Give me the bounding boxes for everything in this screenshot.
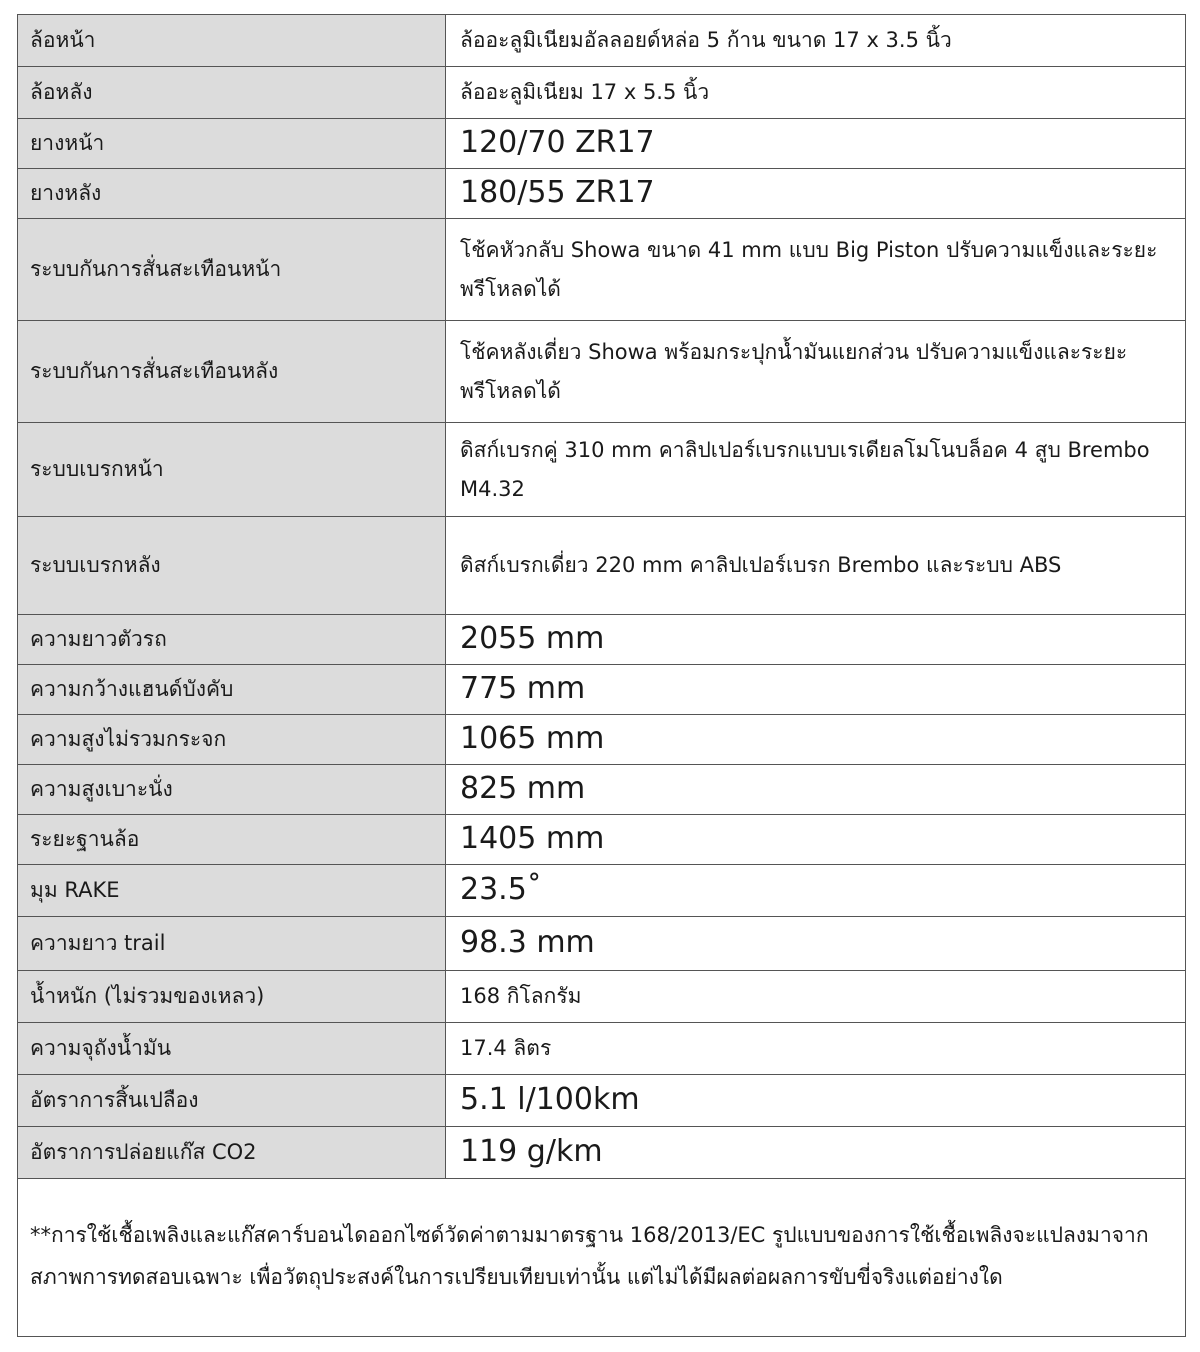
footnote-row bbox=[18, 1179, 1186, 1337]
spec-value: ดิสก์เบรกคู่ 310 mm คาลิปเปอร์เบรกแบบเรเดียลโมโนบล็อค 4 สูบ Brembo M4.32 bbox=[446, 423, 1186, 517]
spec-label: ระบบเบรกหลัง bbox=[18, 517, 446, 615]
spec-label: ความยาวตัวรถ bbox=[18, 615, 446, 665]
spec-value: 98.3 mm bbox=[446, 917, 1186, 971]
spec-label: ยางหน้า bbox=[18, 119, 446, 169]
spec-row-seat-height bbox=[18, 765, 1186, 815]
spec-label: ความสูงไม่รวมกระจก bbox=[18, 715, 446, 765]
footnote: **การใช้เชื้อเพลิงและแก๊สคาร์บอนไดออกไซด์วัดค่าตามมาตรฐาน 168/2013/EC รูปแบบของการใช้เชื้อเพลิงจะแปลงมาจากสภาพการทดสอบเฉพาะ เพื่อวัตถุประสงค์ในการเปรียบเทียบเท่านั้น แต่ไม่ได้มีผลต่อผลการขับขี่จริงแต่อย่างใด bbox=[18, 1179, 1186, 1337]
spec-label: ความสูงเบาะนั่ง bbox=[18, 765, 446, 815]
spec-row-co2 bbox=[18, 1127, 1186, 1179]
spec-label: ระบบเบรกหน้า bbox=[18, 423, 446, 517]
spec-label: ล้อหน้า bbox=[18, 15, 446, 67]
spec-row-handlebar-width bbox=[18, 665, 1186, 715]
spec-value: 1065 mm bbox=[446, 715, 1186, 765]
spec-value: 1405 mm bbox=[446, 815, 1186, 865]
spec-label: ความกว้างแฮนด์บังคับ bbox=[18, 665, 446, 715]
spec-row-fuel-capacity bbox=[18, 1023, 1186, 1075]
spec-value: 168 กิโลกรัม bbox=[446, 971, 1186, 1023]
spec-row-fuel-consumption bbox=[18, 1075, 1186, 1127]
spec-value: ล้ออะลูมิเนียมอัลลอยด์หล่อ 5 ก้าน ขนาด 17 x 3.5 นิ้ว bbox=[446, 15, 1186, 67]
spec-label: ความจุถังน้ำมัน bbox=[18, 1023, 446, 1075]
spec-row-weight bbox=[18, 971, 1186, 1023]
spec-label: น้ำหนัก (ไม่รวมของเหลว) bbox=[18, 971, 446, 1023]
spec-value: โช้คหัวกลับ Showa ขนาด 41 mm แบบ Big Piston ปรับความแข็งและระยะพรีโหลดได้ bbox=[446, 219, 1186, 321]
spec-value: โช้คหลังเดี่ยว Showa พร้อมกระปุกน้ำมันแยกส่วน ปรับความแข็งและระยะพรีโหลดได้ bbox=[446, 321, 1186, 423]
spec-value: 5.1 l/100km bbox=[446, 1075, 1186, 1127]
spec-row-length bbox=[18, 615, 1186, 665]
spec-row-rear-suspension bbox=[18, 321, 1186, 423]
spec-row-front-suspension bbox=[18, 219, 1186, 321]
spec-label: ระบบกันการสั่นสะเทือนหน้า bbox=[18, 219, 446, 321]
spec-row-rear-brake bbox=[18, 517, 1186, 615]
spec-row-trail bbox=[18, 917, 1186, 971]
spec-value: 17.4 ลิตร bbox=[446, 1023, 1186, 1075]
spec-label: ระยะฐานล้อ bbox=[18, 815, 446, 865]
spec-label: ระบบกันการสั่นสะเทือนหลัง bbox=[18, 321, 446, 423]
spec-row-front-wheel bbox=[18, 15, 1186, 67]
spec-label: ล้อหลัง bbox=[18, 67, 446, 119]
spec-label: ความยาว trail bbox=[18, 917, 446, 971]
spec-value: 825 mm bbox=[446, 765, 1186, 815]
spec-row-rear-tire bbox=[18, 169, 1186, 219]
spec-row-front-brake bbox=[18, 423, 1186, 517]
spec-value: 2055 mm bbox=[446, 615, 1186, 665]
spec-label: อัตราการปล่อยแก๊ส CO2 bbox=[18, 1127, 446, 1179]
spec-value: ล้ออะลูมิเนียม 17 x 5.5 นิ้ว bbox=[446, 67, 1186, 119]
spec-row-front-tire bbox=[18, 119, 1186, 169]
spec-value: 775 mm bbox=[446, 665, 1186, 715]
spec-row-rake bbox=[18, 865, 1186, 917]
spec-value: 23.5˚ bbox=[446, 865, 1186, 917]
spec-label: ยางหลัง bbox=[18, 169, 446, 219]
spec-value: 119 g/km bbox=[446, 1127, 1186, 1179]
spec-value: 180/55 ZR17 bbox=[446, 169, 1186, 219]
spec-value: ดิสก์เบรกเดี่ยว 220 mm คาลิปเปอร์เบรก Brembo และระบบ ABS bbox=[446, 517, 1186, 615]
spec-table bbox=[17, 14, 1186, 1337]
spec-row-height bbox=[18, 715, 1186, 765]
spec-row-wheelbase bbox=[18, 815, 1186, 865]
spec-value: 120/70 ZR17 bbox=[446, 119, 1186, 169]
spec-label: มุม RAKE bbox=[18, 865, 446, 917]
spec-row-rear-wheel bbox=[18, 67, 1186, 119]
spec-label: อัตราการสิ้นเปลือง bbox=[18, 1075, 446, 1127]
